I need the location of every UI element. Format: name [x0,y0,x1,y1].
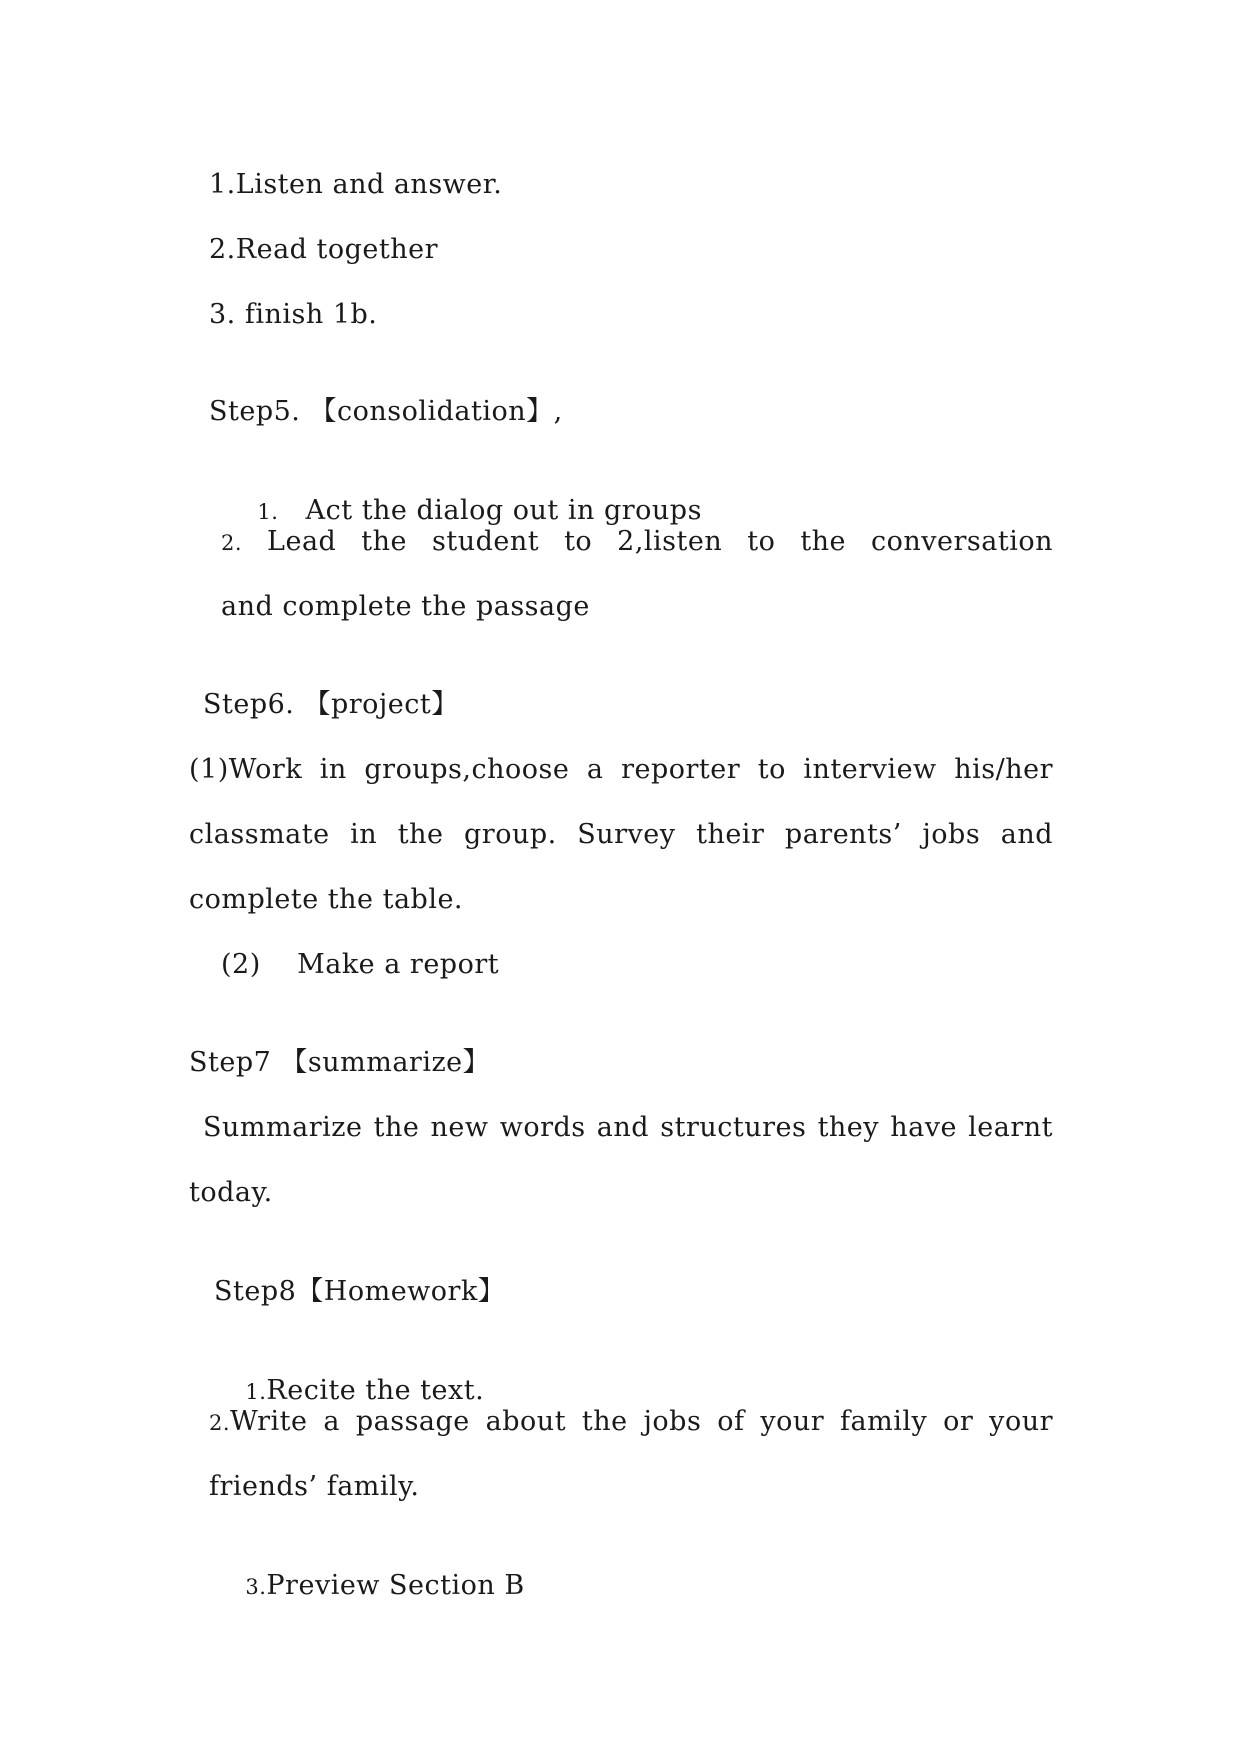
step6-paragraph-line: complete the table. [189,884,464,915]
step6-paragraph-line: (1)Work in groups,choose a reporter to interview his/her [189,754,1053,785]
step8-item-2-continuation: friends’ family. [209,1471,420,1502]
item-number: 2. [221,531,243,555]
item-text: Act the dialog out in groups [305,495,702,526]
step8-heading: Step8【Homework】 [214,1276,506,1307]
step8-item-2 [209,1405,1053,1440]
item-text: Lead the student to 2,listen to the conversation [267,526,1053,557]
item-number: 1. [257,500,279,524]
step6-paragraph-line: classmate in the group. Survey their parents’ jobs and [189,819,1053,850]
item-number: 3. [245,1575,267,1599]
item-number: 2. [209,1411,231,1435]
step6-heading: Step6. 【project】 [203,689,459,720]
step7-paragraph-line: today. [189,1177,273,1208]
step5-heading: Step5. 【consolidation】, [209,396,563,427]
item-text: Write a passage about the jobs of your family or your [230,1406,1053,1437]
step5-item-2 [221,525,1053,560]
item-number: 1. [245,1380,267,1404]
list-item: 1.Listen and answer. [209,169,503,200]
step5-item-2-continuation: and complete the passage [221,591,590,622]
step7-heading: Step7 【summarize】 [189,1047,491,1078]
step7-paragraph-line: Summarize the new words and structures they have learnt [203,1112,1053,1143]
list-item: 3. finish 1b. [209,299,378,330]
item-text: Preview Section B [266,1570,525,1601]
list-item: 2.Read together [209,234,439,265]
item-text: Recite the text. [266,1375,485,1406]
step8-item-3 [209,1535,525,1638]
step6-item-2: (2) Make a report [221,949,500,980]
